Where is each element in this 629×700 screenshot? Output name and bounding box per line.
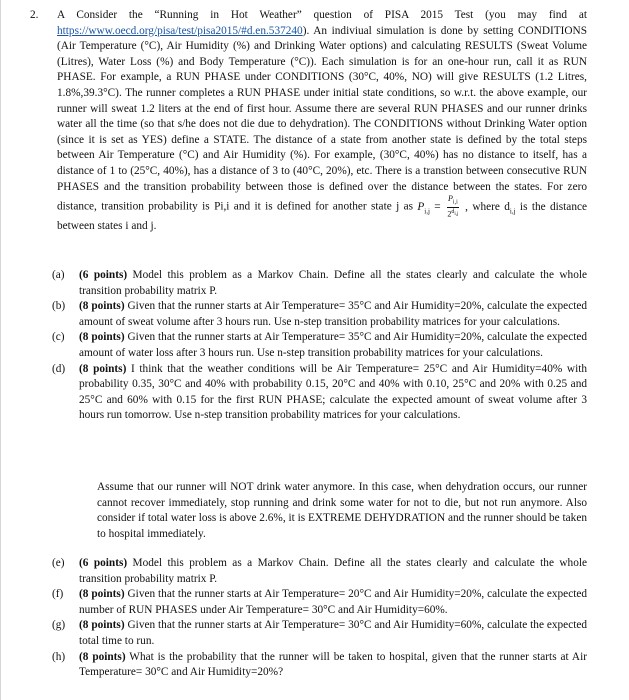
part-h: (h) (8 points) What is the probability that the runner will be taken to hospital, given that the runner starts at Air Temperature= 30°C and Air Humidity=20%? xyxy=(52,650,587,679)
question-number: 2. xyxy=(30,9,39,21)
part-d: (d) (8 points) I think that the weather conditions will be Air Temperature= 25°C and Air Humidity=40% with probability 0.35, 30°C and 40% with probability 0.15, 20°C and 40% with 0.10, 25°C and 20% with 0.25 and 25°C and 60% with 0.15 for the first RUN PHASE; calculate the expected amount of sweat volume after 3 hours run tomorrow. Use n-step transition probability matrices for your calculations. xyxy=(52,362,587,422)
intro-text-1: A Consider the “Running in Hot Weather” question of PISA 2015 Test (you may find at xyxy=(57,9,587,21)
part-f: (f) (8 points) Given that the runner starts at Air Temperature= 20°C and Air Humidity=20%, calculate the expected number of RUN PHASES under Air Temperature= 30°C and Air Humidity=60%. xyxy=(52,588,588,616)
formula-fraction: $\frac{P_{i,i}}{2^{d_{i,j}}}$ xyxy=(447,194,459,219)
part-e: (e) (6 points) Model this problem as a Markov Chain. Define all the states clearly and calculate the whole transition probability matrix P. xyxy=(52,557,587,585)
parts-a-d xyxy=(52,268,588,424)
part-g: (g) (8 points) Given that the runner starts at Air Temperature= 30°C and Air Humidity=60%, calculate the expected total time to run. xyxy=(52,619,588,647)
question-2 xyxy=(30,8,587,235)
transition-formula: $P_{i,j}$ = $\frac{P_{i,i}}{2^{d_{i,j}}}$ , where $d_{i,j}$ is the distance between states i and j. xyxy=(57,194,587,233)
part-a: (a) (6 points) Model this problem as a Markov Chain. Define all the states clearly and calculate the whole transition probability matrix P. xyxy=(52,269,587,297)
dehydration-assumption: Assume that our runner will NOT drink water anymore. In this case, when dehydration occurs, our runner cannot recover immediately, stop running and drink some water for not to die, but not run anymore. Also consider if total water loss is above 2.6%, it is EXTREME DEHYDRATION and the runner should be taken to hospital immediately. xyxy=(97,481,587,540)
part-b: (b) (8 points) Given that the runner starts at Air Temperature= 35°C and Air Humidity=20%, calculate the expected amount of sweat volume after 3 hours run. Use n-step transition probability matrices for your calculations. xyxy=(52,300,588,328)
intro-text-2: ). An indiviual simulation is done by setting CONDITIONS (Air Temperature (°C), Air Humidity (%) and Drinking Water options) and calculating RESULTS (Sweat Volume (Litres), Water Loss (%) and Body Temperature (°C)). Each simulation is for an one-hour run, call it as RUN PHASE. For example, a RUN PHASE under CONDITIONS (30°C, 40%, NO) will give RESULTS (1.2 Litres, 1.8%,39.3°C). The runner completes a RUN PHASE under initial state conditions, so w.r.t. the above example, our runner will sweat 1.2 liters at the end of first hour. Assume there are several RUN PHASES and our runner drinks water all the time (so that s/he does not die due to dehydration). The CONDITIONS without Drinking Water option (since it is set as YES) define a STATE. The distance of a state from another state is defined by the total steps between Air Temperature (°C) and Air Humidity (%). For example, (30°C, 40%) has no distance to itself, has a distance of 1 to (25°C, 40%), has a distance of 3 to (40°C, 20%), etc. There is a transtion between consecutive RUN PHASES and the transition probability between those is defined over the distance between the states. For zero distance, transition probability is Pi,i and it is defined for another state j as xyxy=(57,24,587,213)
parts-e-h xyxy=(52,556,588,681)
question-intro xyxy=(57,8,587,235)
pisa-link[interactable]: https://www.oecd.org/pisa/test/pisa2015/#d.en.537240 xyxy=(57,24,303,37)
part-c: (c) (8 points) Given that the runner starts at Air Temperature= 35°C and Air Humidity=20%, calculate the expected amount of water loss after 3 hours run. Use n-step transition probability matrices for your calculations. xyxy=(52,331,588,359)
